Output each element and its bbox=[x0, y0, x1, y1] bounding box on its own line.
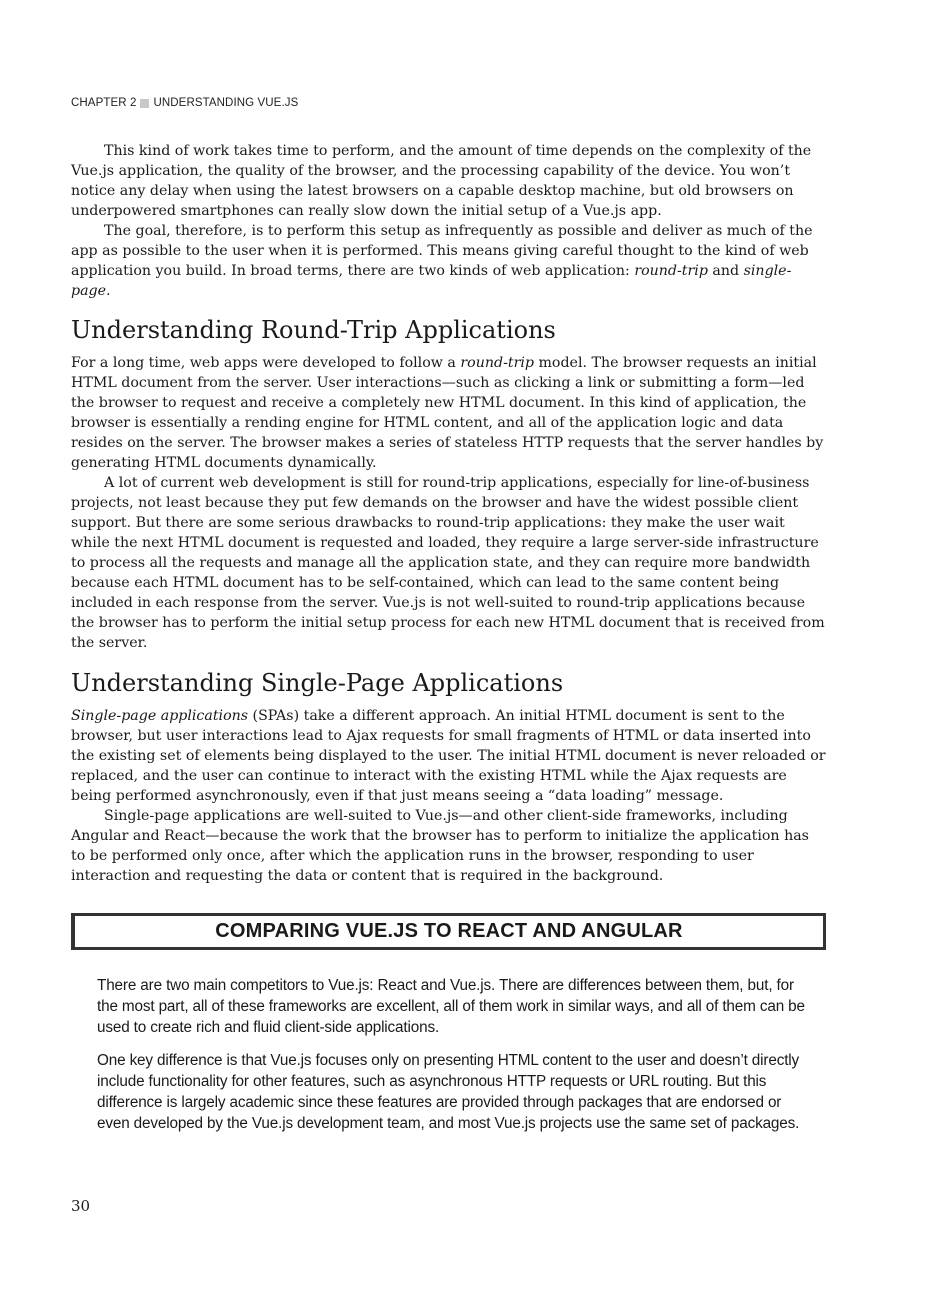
intro-p2-em-single-page: single-page bbox=[71, 263, 792, 299]
single-page-section bbox=[71, 668, 826, 698]
intro-p2-text-and: and bbox=[707, 263, 744, 279]
running-head-title: UNDERSTANDING VUE.JS bbox=[153, 97, 299, 109]
sidebar-body bbox=[97, 975, 809, 1134]
sidebar-paragraph-1: There are two main competitors to Vue.js: React and Vue.js. There are differences between them, but, for the most part, all of these frameworks are excellent, all of them work in similar ways, and all of them can be used to create rich and fluid client-side applications. bbox=[97, 977, 805, 1036]
intro-paragraph-1: This kind of work takes time to perform, and the amount of time depends on the complexity of the Vue.js application, the quality of the browser, and the processing capability of the device. You won’t notice any delay when using the latest browsers on a capable desktop machine, but old browsers on underpowered smartphones can really slow down the initial setup of a Vue.js app. bbox=[71, 143, 812, 219]
round-trip-paragraph-2: A lot of current web development is still for round-trip applications, especially for line-of-business projects, not least because they put few demands on the browser and have the widest possible client support. But there are some serious drawbacks to round-trip applications: they make the user wait while the next HTML document is requested and loaded, they require a large server-side infrastructure to process all the requests and manage all the application state, and they can require more bandwidth because each HTML document has to be self-contained, which can lead to the same content being included in each response from the server. Vue.js is not well-suited to round-trip applications because the browser has to perform the initial setup process for each new HTML document that is received from the server. bbox=[71, 475, 825, 651]
intro-paragraph-2 bbox=[71, 221, 826, 301]
round-trip-section bbox=[71, 315, 826, 345]
single-page-paragraph-1 bbox=[71, 706, 826, 806]
intro-p2-em-round-trip: round-trip bbox=[634, 263, 708, 279]
round-trip-p1-text-end: model. The browser requests an initial HTML document from the server. User interactions—such as clicking a link or submitting a form—led the browser to request and receive a completely new HTML document. In this kind of application, the browser is essentially a rending engine for HTML content, and all of the application logic and data resides on the server. The browser makes a series of stateless HTTP requests that the server handles by generating HTML documents dynamically. bbox=[71, 355, 824, 471]
sidebar-paragraph-2: One key difference is that Vue.js focuses only on presenting HTML content to the user and doesn’t directly include functionality for other features, such as asynchronous HTTP requests or URL routing. But this difference is largely academic since these features are provided through packages that are endorsed or even developed by the Vue.js development team, and most Vue.js projects use the same set of packages. bbox=[97, 1052, 800, 1132]
single-page-p1-em: Single-page applications bbox=[71, 708, 249, 724]
page-number: 30 bbox=[71, 1197, 91, 1215]
round-trip-heading: Understanding Round-Trip Applications bbox=[71, 316, 556, 344]
round-trip-body bbox=[71, 353, 826, 653]
single-page-p1-text: (SPAs) take a different approach. An initial HTML document is sent to the browser, but user interactions lead to Ajax requests for small fragments of HTML or data inserted into the existing set of elements being displayed to the user. The initial HTML document is never reloaded or replaced, and the user can continue to interact with the existing HTML while the Ajax requests are being performed asynchronously, even if that just means seeing a “data loading” message. bbox=[71, 708, 826, 804]
sidebar-title-box: COMPARING VUE.JS TO REACT AND ANGULAR bbox=[71, 913, 826, 950]
intro-p2-text-start: The goal, therefore, is to perform this setup as infrequently as possible and deliver as much of the app as possible to the user when it is performed. This means giving careful thought to the kind of web application you build. In broad terms, there are two kinds of web application: bbox=[71, 223, 813, 279]
round-trip-paragraph-1 bbox=[71, 353, 826, 473]
single-page-body bbox=[71, 706, 826, 886]
intro-p2-text-end: . bbox=[106, 283, 111, 299]
running-head-chapter: CHAPTER 2 bbox=[71, 97, 137, 109]
running-head bbox=[71, 97, 298, 109]
round-trip-p1-text-start: For a long time, web apps were developed to follow a bbox=[71, 355, 461, 371]
single-page-paragraph-2: Single-page applications are well-suited to Vue.js—and other client-side frameworks, including Angular and React—because the work that the browser has to perform to initialize the application has to be performed only once, after which the application runs in the browser, responding to user interaction and requesting the data or content that is required in the background. bbox=[71, 808, 809, 884]
square-separator-icon bbox=[140, 99, 149, 108]
intro-section bbox=[71, 141, 826, 301]
round-trip-p1-em: round-trip bbox=[460, 355, 534, 371]
single-page-heading: Understanding Single-Page Applications bbox=[71, 669, 564, 697]
